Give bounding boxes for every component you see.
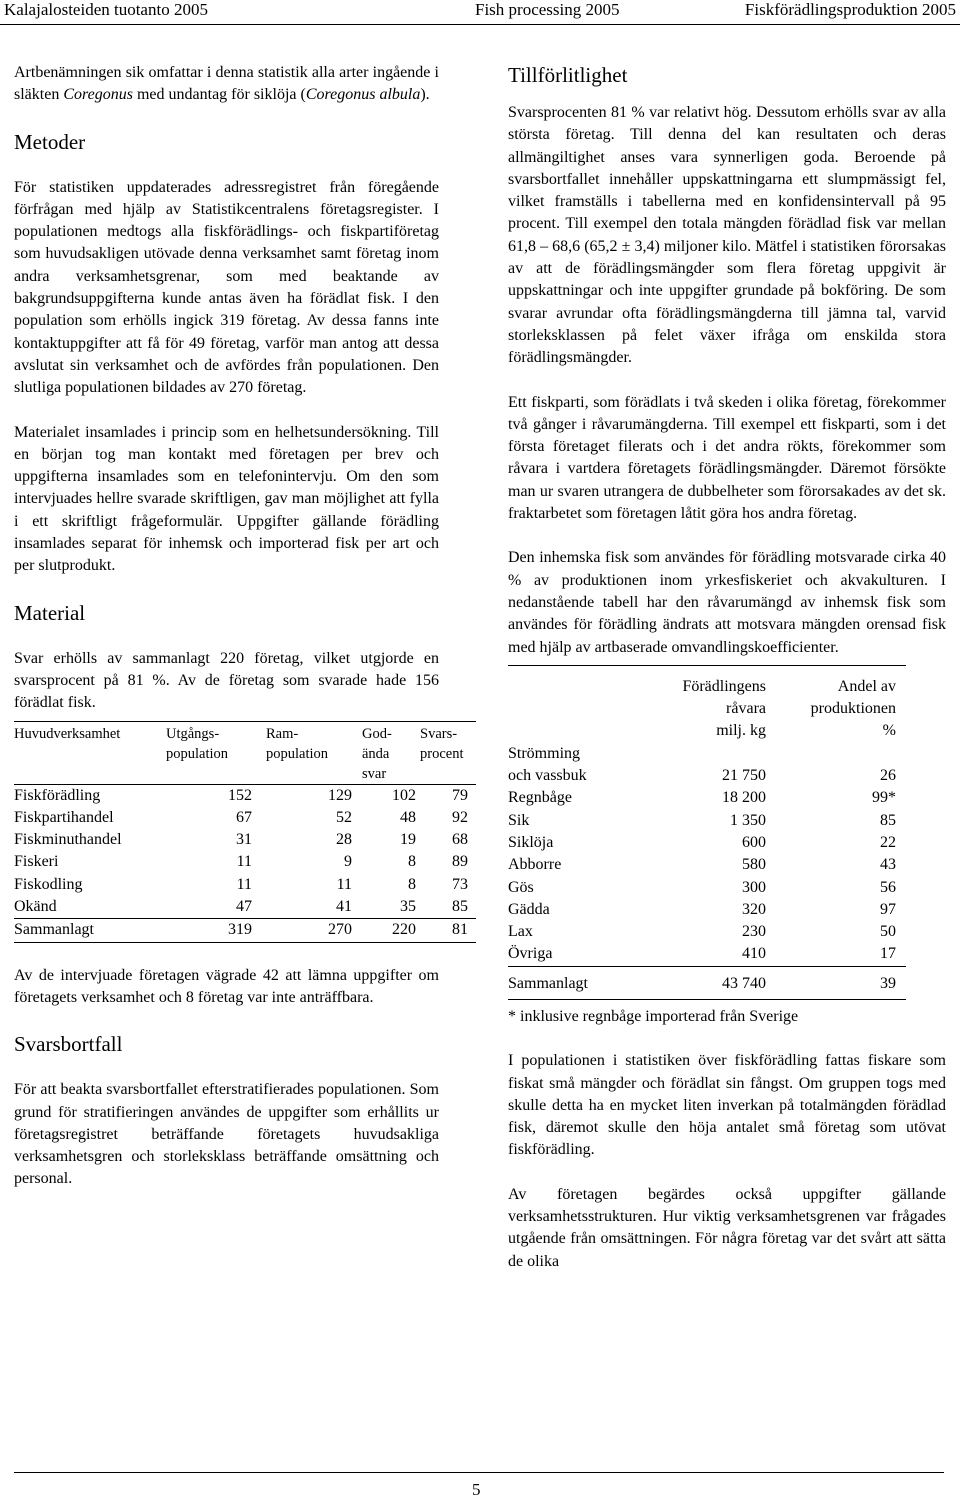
col-utgangspopulation: Utgångs- population xyxy=(166,725,229,762)
table-row: Strömming och vassbuk 21 750 26 xyxy=(508,744,896,785)
header-english-title: Fish processing 2005 xyxy=(475,0,620,19)
section-title-material: Material xyxy=(14,600,86,625)
col-foradlingens-ravara: Förädlingens råvara milj. kg xyxy=(682,677,766,740)
table-row: Regnbåge 18 200 99* xyxy=(508,789,896,807)
after-table-paragraph: Av de intervjuade företagen vägrade 42 att lämna uppgifter om företagets verksamhet och 8 företag var inte anträffbara. xyxy=(14,966,439,1006)
page-number: 5 xyxy=(472,1480,481,1499)
table-row: Siklöja 600 22 xyxy=(508,833,896,851)
response-table-header xyxy=(14,721,476,784)
table-total-row: Sammanlagt 43 740 39 xyxy=(508,966,906,999)
table-row: Fiskförädling 152 129 102 79 xyxy=(14,784,476,807)
header-swedish-title: Fiskförädlingsproduktion 2005 xyxy=(744,0,956,19)
table-total-row: Sammanlagt 319 270 220 81 xyxy=(14,919,476,942)
header-finnish-title: Kalajalosteiden tuotanto 2005 xyxy=(4,0,208,19)
population-paragraph: I populationen i statistiken över fiskförädling fattas fiskare som fiskat små mängder och förädlat sin fångst. Om gruppen togs med skulle detta ha en mycket liten inverkan på totalmängden förädlad fisk, däremot skulle den höja antalet små företag som utövat fiskförädling. xyxy=(508,1052,946,1159)
col-andel-av-produktionen: Andel av produktionen % xyxy=(810,677,896,740)
reliability-paragraph-2: Ett fiskparti, som förädlats i två skeden i olika företag, förekommer två gånger i råvarumängderna. Till exempel ett fiskparti, som i det första företaget filerats och i det andra rökts, förekommer som råvara i vartdera företagets förädlingsmängder. Däremot försökte man ur svaren utrangera de dubbelheter som förorsakades av det sk. fraktarbetet som företagen låtit göra hos andra företag. xyxy=(508,393,946,523)
left-column xyxy=(14,62,468,1191)
col-rampopulation: Ram- population xyxy=(266,725,329,762)
raw-material-table xyxy=(508,665,906,1028)
table-row: Okänd 47 41 35 85 xyxy=(14,898,468,916)
structure-paragraph: Av företagen begärdes också uppgifter gällande verksamhetsstrukturen. Hur viktig verksamhetsgrenen var frågades utgående från omsättningen. För några företag var det svårt att sätta de olika xyxy=(508,1185,946,1270)
table-row: Övriga 410 17 xyxy=(508,945,896,963)
metoder-paragraph-2: Materialet insamlades i princip som en helhetsundersökning. Till en början tog man kontakt med företagen per brev och uppgifterna insamlades som en telefonintervju. Om den som intervjuades hellre svarade skriftligen, gav man möjlighet att fylla i ett skriftligt frågeformulär. Uppgifter gällande förädling insamlades separat för inhemsk och importerad fisk per art och per slutprodukt. xyxy=(14,423,439,575)
footer-divider xyxy=(14,1472,944,1473)
page-header xyxy=(0,0,960,22)
intro-paragraph: Artbenämningen sik omfattar i denna statistik alla arter ingående i släkten Coregonus med undantag för siklöja (Coregonus albula). xyxy=(14,64,439,104)
material-paragraph: Svar erhölls av sammanlagt 220 företag, vilket utgjorde en svarsprocent på 81 %. Av de företag som svarade hade 156 förädlat fisk. xyxy=(14,649,439,712)
section-title-svarsbortfall: Svarsbortfall xyxy=(14,1032,123,1057)
reliability-paragraph-1: Svarsprocenten 81 % var relativt hög. Dessutom erhölls svar av alla största företag. Till denna del kan resultaten och deras allmängiltighet anses vara synnerligen goda. Beroende på svarsbortfallet innehåller uppskattningarna ett slumpmässigt fel, vilket framställs i tabellerna med en konfidensintervall på 95 procent. Till exempel den totala mängden förädlad fisk var mellan 61,8 – 68,6 (65,2 ± 3,4) miljoner kilo. Mätfel i statistiken förorsakas av att de förädlingsmängder som flera företag uppgivit är uppskattningar och inte uppgifter grundade på bokföring. De som svarar avrundar ofta förädlingsmängderna till jämna tal, varvid storleksklassen på felet växer ifråga om enskilda stora förädlingsmängder. xyxy=(508,104,946,367)
right-column xyxy=(508,62,946,1273)
table-row: Lax 230 50 xyxy=(508,923,896,941)
table-footnote: * inklusive regnbåge importerad från Sverige xyxy=(508,999,906,1028)
col-godanda-svar: God- ända svar xyxy=(362,725,392,782)
section-title-tillforlitlighet: Tillförlitlighet xyxy=(508,63,628,87)
table-row: Fiskeri 11 9 8 89 xyxy=(14,853,468,871)
table-row: Fiskminuthandel 31 28 19 68 xyxy=(14,831,468,849)
table-row: Gädda 320 97 xyxy=(508,900,896,918)
table-row: Fiskpartihandel 67 52 48 92 xyxy=(14,808,468,826)
table-footnote-row xyxy=(508,999,906,1028)
table-row: Abborre 580 43 xyxy=(508,856,896,874)
raw-material-table-header xyxy=(508,665,906,742)
table-row: Sik 1 350 85 xyxy=(508,811,896,829)
header-divider xyxy=(0,24,960,25)
col-huvudverksamhet: Huvudverksamhet xyxy=(14,725,121,742)
response-table xyxy=(14,721,476,943)
reliability-paragraph-3: Den inhemska fisk som användes för förädling motsvarade cirka 40 % av produktionen inom yrkesfiskeriet och akvakulturen. I nedanstående tabell har den råvarumängd av inhemsk fisk som användes för förädling ändrats att motsvara mängden orensad fisk med hjälp av artbaserade omvandlingskoefficienter. xyxy=(508,549,946,656)
section-title-metoder: Metoder xyxy=(14,129,86,154)
table-row: Fiskodling 11 11 8 73 xyxy=(14,875,468,893)
metoder-paragraph-1: För statistiken uppdaterades adressregistret från föregående förfrågan med hjälp av Statistikcentralens företagsregister. I populationen medtogs alla fiskförädlings- och fiskpartiföretag som huvudsakligen utövade denna verksamhet samt företag inom andra verksamhetsgrenar, som med beaktande av bakgrundsuppgifterna kunde antas även ha förädlat fisk. I den population som erhölls ingick 319 företag. Av dessa fanns inte kontaktuppgifter att få för 49 företag, varför man antog att dessa avslutat sin verksamhet och de avfördes från populationen. Den slutliga populationen bildades av 270 företag. xyxy=(14,178,439,397)
col-svarsprocent: Svars- procent xyxy=(420,725,464,762)
table-row: Gös 300 56 xyxy=(508,878,896,896)
svarsbortfall-paragraph: För att beakta svarsbortfallet efterstratifierades populationen. Som grund för stratifieringen användes de uppgifter som erhållits ur företagsregistret beträffande företagets huvudsakliga verksamhetsgren och storleksklass beträffande omsättning och personal. xyxy=(14,1081,439,1188)
